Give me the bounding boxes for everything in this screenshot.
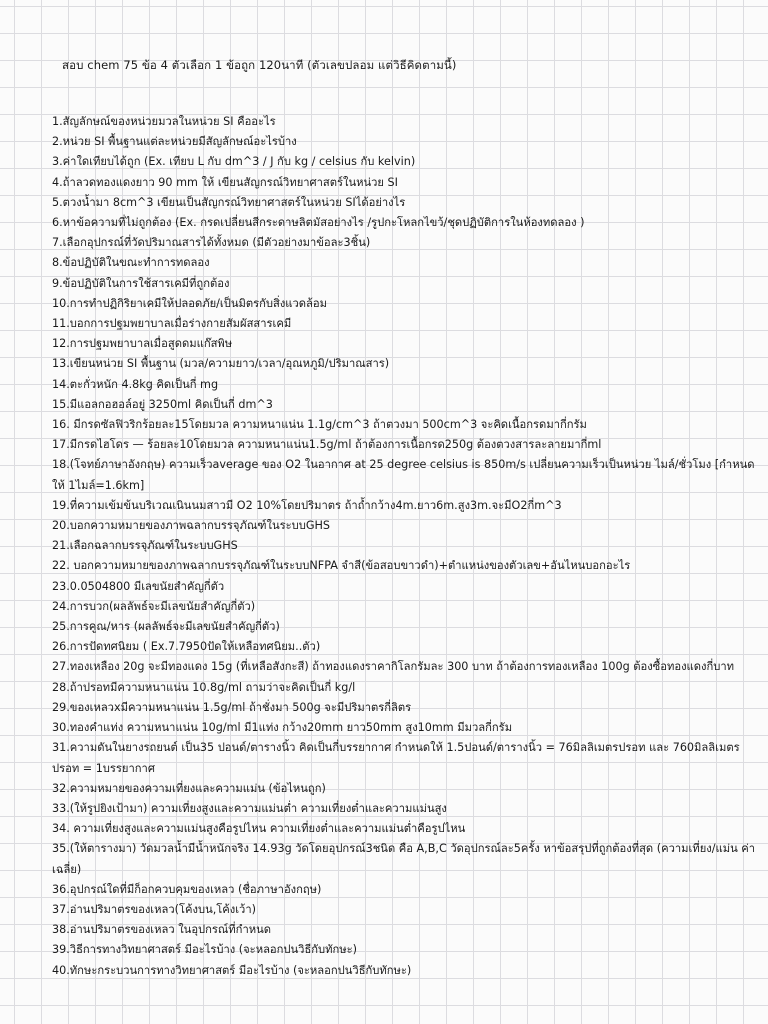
question-item: 36.อุปกรณ์ใดที่มีก็อกควบคุมของเหลว (ชื่อภาษาอังกฤษ) xyxy=(52,882,322,896)
question-item: 2.หน่วย SI พื้นฐานแต่ละหน่วยมีสัญลักษณ์อะไรบ้าง xyxy=(52,135,297,149)
question-item: 32.ความหมายของความเที่ยงและความแม่น (ข้อไหนถูก) xyxy=(52,781,326,795)
question-item: 16. มีกรดซัลฟิวริกร้อยละ15โดยมวล ความหนาแน่น 1.1g/cm^3 ถ้าตวงมา 500cm^3 จะคิดเนื้อกรดมากี่กรัม xyxy=(52,418,587,432)
question-item: 35.(ให้ตารางมา) วัดมวลน้ำมีน้ำหนักจริง 14.93g วัดโดยอุปกรณ์3ชนิด คือ A,B,C วัดอุปกรณ์ละ5ครั้ง หาข้อสรุปที่ถูกต้องที่สุด (ความเที่ยง/แม่น ค่าเฉลี่ย) xyxy=(52,842,756,876)
question-item: 20.บอกความหมายของภาพฉลากบรรจุภัณฑ์ในระบบGHS xyxy=(52,519,331,533)
question-item: 33.(ให้รูปยิงเป้ามา) ความเที่ยงสูงและความแม่นต่ำ ความเที่ยงต่ำและความแม่นสูง xyxy=(52,801,447,815)
question-item: 12.การปฐมพยาบาลเมื่อสูดดมแก๊สพิษ xyxy=(52,337,233,351)
question-item: 29.ของเหลวxมีความหนาแน่น 1.5g/ml ถ้าชั่งมา 500g จะมีปริมาตรกี่ลิตร xyxy=(52,700,412,714)
question-item: 13.เขียนหน่วย SI พื้นฐาน (มวล/ความยาว/เวลา/อุณหภูมิ/ปริมาณสาร) xyxy=(52,357,390,371)
question-item: 23.0.0504800 มีเลขนัยสำคัญกี่ตัว xyxy=(52,579,225,593)
question-item: 1.สัญลักษณ์ของหน่วยมวลในหน่วย SI คืออะไร xyxy=(52,115,276,128)
question-item: 39.วิธีการทางวิทยาศาสตร์ มีอะไรบ้าง (จะหลอกปนวิธีกับทักษะ) xyxy=(52,943,358,957)
question-item: 22. บอกความหมายของภาพฉลากบรรจุภัณฑ์ในระบบNFPA จำสี(ข้อสอบขาวดำ)+ตำแหน่งของตัวเลข+อันไหนบอกอะไร xyxy=(52,559,631,573)
question-item: 9.ข้อปฏิบัติในการใช้สารเคมีที่ถูกต้อง xyxy=(52,276,230,290)
question-item: 10.การทำปฏิกิริยาเคมีให้ปลอดภัย/เป็นมิตรกับสิ่งแวดล้อม xyxy=(52,296,328,310)
question-item: 28.ถ้าปรอทมีความหนาแน่น 10.8g/ml ถามว่าจะคิดเป็นกี่ kg/l xyxy=(52,680,356,694)
question-item: 38.อ่านปริมาตรของเหลว ในอุปกรณ์ที่กำหนด xyxy=(52,923,272,937)
document-title: สอบ chem 75 ข้อ 4 ตัวเลือก 1 ข้อถูก 120นาที (ตัวเลขปลอม แต่วิธีคิดตามนี้) xyxy=(62,58,457,72)
question-item: 15.มีแอลกอฮอล์อยู่ 3250ml คิดเป็นกี่ dm^3 xyxy=(52,397,273,411)
question-item: 4.ถ้าลวดทองแดงยาว 90 mm ให้ เขียนสัญกรณ์วิทยาศาสตร์ในหน่วย SI xyxy=(52,175,398,189)
question-item: 14.ตะกั่วหนัก 4.8kg คิดเป็นกี่ mg xyxy=(52,377,219,391)
question-item: 25.การคูณ/หาร (ผลลัพธ์จะมีเลขนัยสำคัญกี่ตัว) xyxy=(52,620,280,634)
question-item: 7.เลือกอุปกรณ์ที่วัดปริมาณสารได้ทั้งหมด (มีตัวอย่างมาข้อละ3ชิ้น) xyxy=(52,236,371,250)
question-item: 18.(โจทย์ภาษาอังกฤษ) ความเร็วaverage ของ O2 ในอากาศ at 25 degree celsius is 850m/s เปลี่ยนความเร็วเป็นหน่วย ไมล์/ชั่วโมง [กำหนดให้ 1ไมล์=1.6km] xyxy=(52,458,755,492)
question-list xyxy=(52,112,758,981)
question-item: 30.ทองคำแท่ง ความหนาแน่น 10g/ml มี1แท่ง กว้าง20mm ยาว50mm สูง10mm มีมวลกี่กรัม xyxy=(52,721,513,735)
question-item: 11.บอกการปฐมพยาบาลเมื่อร่างกายสัมผัสสารเคมี xyxy=(52,317,292,331)
question-item: 40.ทักษะกระบวนการทางวิทยาศาสตร์ มีอะไรบ้าง (จะหลอกปนวิธีกับทักษะ) xyxy=(52,963,412,977)
question-item: 26.การปัดทศนิยม ( Ex.7.7950ปัดให้เหลือทศนิยม..ตัว) xyxy=(52,640,321,654)
question-item: 37.อ่านปริมาตรของเหลว(โค้งบน,โค้งเว้า) xyxy=(52,902,256,916)
question-item: 6.หาข้อความที่ไม่ถูกต้อง (Ex. กรดเปลี่ยนสีกระดาษลิตมัสอย่างไร /รูปกะโหลกไขว้/ชุดปฏิบัติการในห้องทดลอง ) xyxy=(52,216,585,230)
question-item: 17.มีกรดไฮโดร — ร้อยละ10โดยมวล ความหนาแน่น1.5g/ml ถ้าต้องการเนื้อกรด250g ต้องตวงสารละลายมากี่ml xyxy=(52,438,602,452)
question-item: 3.ค่าใดเทียบได้ถูก (Ex. เทียบ L กับ dm^3 / J กับ kg / celsius กับ kelvin) xyxy=(52,155,416,169)
question-item: 31.ความดันในยางรถยนต์ เป็น35 ปอนด์/ตารางนิ้ว คิดเป็นกี่บรรยากาศ กำหนดให้ 1.5ปอนด์/ตารางนิ้ว = 76มิลลิเมตรปรอท และ 760มิลลิเมตรปรอท = 1บรรยากาศ xyxy=(52,741,740,775)
question-item: 27.ทองเหลือง 20g จะมีทองแดง 15g (ที่เหลือสังกะสี) ถ้าทองแดงราคากิโลกรัมละ 300 บาท ถ้าต้องการทองเหลือง 100g ต้องซื้อทองแดงกี่บาท xyxy=(52,660,735,674)
question-item: 19.ที่ความเข้มข้นบริเวณเนินนมสาวมี O2 10%โดยปริมาตร ถ้าถ้ำกว้าง4m.ยาว6m.สูง3m.จะมีO2กี่m^3 xyxy=(52,498,562,512)
question-item: 21.เลือกฉลากบรรจุภัณฑ์ในระบบGHS xyxy=(52,539,238,553)
question-item: 24.การบวก(ผลลัพธ์จะมีเลขนัยสำคัญกี่ตัว) xyxy=(52,599,256,613)
question-item: 8.ข้อปฏิบัติในขณะทำการทดลอง xyxy=(52,256,210,270)
question-item: 34. ความเที่ยงสูงและความแม่นสูงคือรูปไหน ความเที่ยงต่ำและความแม่นต่ำคือรูปไหน xyxy=(52,822,466,836)
question-item: 5.ตวงน้ำมา 8cm^3 เขียนเป็นสัญกรณ์วิทยาศาสตร์ในหน่วย SIได้อย่างไร xyxy=(52,195,406,209)
